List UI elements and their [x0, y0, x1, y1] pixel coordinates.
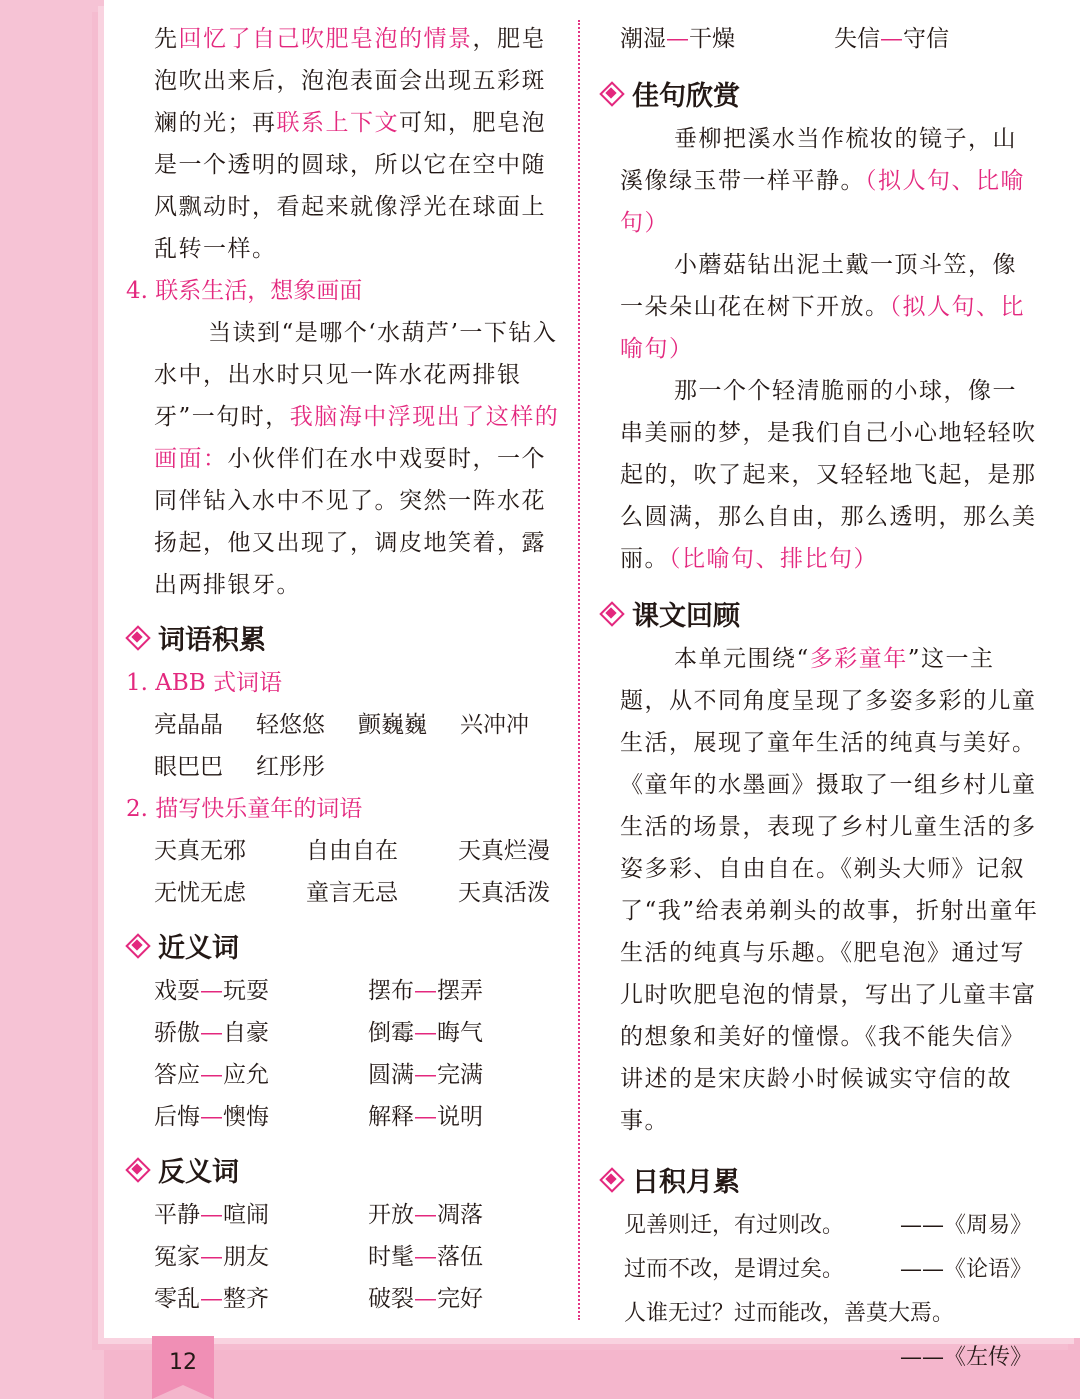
method-heading: 4. 联系生活，想象画面: [126, 278, 363, 304]
diamond-bullet-icon: [600, 82, 622, 104]
section-heading-review: 课文回顾: [600, 588, 1040, 638]
word-item: 眼巴巴: [154, 754, 223, 780]
sentence-item: 垂柳把溪水当作梳妆的镜子，山溪像绿玉带一样平静。（拟人句、比喻句）: [620, 126, 1025, 236]
left-column: [126, 18, 566, 1320]
diamond-bullet-icon: [126, 934, 148, 956]
intro-paragraph: 先回忆了自己吹肥皂泡的情景，肥皂泡吹出来后，泡泡表面会出现五彩斑斓的光；再联系上下文可知，肥皂泡是一个透明的圆球，所以它在空中随风飘动时，看起来就像浮光在球面上乱转一样。: [154, 26, 546, 262]
sentence-item: 那一个个轻清脆丽的小球，像一串美丽的梦，是我们自己小心地轻轻吹起的，吹了起来，又轻轻地飞起，是那么圆满，那么自由，那么透明，那么美丽。（比喻句、排比句）: [620, 378, 1037, 572]
quote-item: 过而不改，是谓过矣。 ——《论语》: [624, 1257, 1032, 1282]
happy-word-list: [126, 830, 566, 914]
word-item: 无忧无虑: [154, 880, 246, 906]
word-item: 童言无忌: [306, 880, 398, 906]
quote-list: [600, 1204, 1040, 1380]
abb-word-list: [126, 704, 566, 788]
diamond-bullet-icon: [126, 626, 148, 648]
word-pair: 戏耍—玩耍: [154, 978, 269, 1004]
word-pair: 时髦—落伍: [368, 1244, 483, 1270]
section-heading-daily: 日积月累: [600, 1154, 1040, 1204]
diamond-bullet-icon: [126, 1158, 148, 1180]
word-pair: 后悔—懊悔: [154, 1104, 269, 1130]
synonym-list: [126, 970, 566, 1138]
section-heading-vocab: 词语积累: [126, 612, 566, 662]
word-pair: 冤家—朋友: [154, 1244, 269, 1270]
word-pair: 开放—凋落: [368, 1202, 483, 1228]
background-stripe: [0, 0, 104, 1399]
sentence-tag: （拟人句、比喻句）: [620, 168, 1025, 236]
diamond-bullet-icon: [600, 1168, 622, 1190]
section-heading-sentences: 佳句欣赏: [600, 68, 1040, 118]
word-item: 天真活泼: [458, 880, 550, 906]
word-item: 颤巍巍: [358, 712, 427, 738]
word-pair: 倒霉—晦气: [368, 1020, 483, 1046]
word-pair: 解释—说明: [368, 1104, 483, 1130]
word-pair: 骄傲—自豪: [154, 1020, 269, 1046]
highlight-text: 多彩童年: [809, 646, 908, 672]
page-number: 12: [169, 1350, 197, 1375]
word-item: 红彤彤: [256, 754, 325, 780]
quote-item: 人谁无过？过而能改，善莫大焉。: [624, 1301, 955, 1326]
word-item: 兴冲冲: [460, 712, 529, 738]
antonym-list: [126, 1194, 566, 1320]
section-heading-synonyms: 近义词: [126, 920, 566, 970]
diamond-bullet-icon: [600, 602, 622, 624]
word-pair: 答应—应允: [154, 1062, 269, 1088]
sentence-tag: （拟人句、比喻句）: [620, 294, 1025, 362]
section-heading-antonyms: 反义词: [126, 1144, 566, 1194]
highlight-text: 联系上下文: [276, 110, 399, 136]
sentence-item: 小蘑菇钻出泥土戴一顶斗笠，像一朵朵山花在树下开放。（拟人句、比喻句）: [620, 252, 1025, 362]
word-pair: 平静—喧闹: [154, 1202, 269, 1228]
review-paragraph: 本单元围绕“多彩童年”这一主题，从不同角度呈现了多姿多彩的儿童生活，展现了童年生活的纯真与美好。《童年的水墨画》摄取了一组乡村儿童生活的场景，表现了乡村儿童生活的多姿多彩、自由自在。《剃头大师》记叙了“我”给表弟剃头的故事，折射出童年生活的纯真与乐趣。《肥皂泡》通过写儿时吹肥皂泡的情景，写出了儿童丰富的想象和美好的憧憬。《我不能失信》讲述的是宋庆龄小时候诚实守信的故事。: [620, 646, 1039, 1134]
word-item: 轻悠悠: [256, 712, 325, 738]
highlight-text: 回忆了自己吹肥皂泡的情景: [178, 26, 473, 52]
word-pair: 摆布—摆弄: [368, 978, 483, 1004]
word-pair: 潮湿—干燥: [620, 26, 735, 52]
word-item: 天真烂漫: [458, 838, 550, 864]
column-divider: [578, 20, 580, 1320]
method-paragraph: 当读到“是哪个‘水葫芦’一下钻入水中，出水时只见一阵水花两排银牙”一句时，我脑海中浮现出了这样的画面：小伙伴们在水中戏耍时，一个同伴钻入水中不见了。突然一阵水花扬起，他又出现了，调皮地笑着，露出两排银牙。: [154, 320, 560, 598]
sentence-tag: （比喻句、排比句）: [669, 546, 878, 572]
quote-item: ——《左传》: [899, 1345, 1032, 1370]
word-pair: 失信—守信: [834, 26, 949, 52]
antonym-list-continued: [600, 18, 1040, 60]
word-pair: 圆满—完满: [368, 1062, 483, 1088]
happy-words-heading: 2. 描写快乐童年的词语: [126, 796, 363, 822]
word-item: 亮晶晶: [154, 712, 223, 738]
word-item: 天真无邪: [154, 838, 246, 864]
quote-item: 见善则迁，有过则改。 ——《周易》: [624, 1213, 1032, 1238]
word-item: 自由自在: [306, 838, 398, 864]
right-column: [600, 18, 1040, 1380]
highlight-text: 我脑海中浮现出了这样的画面：: [154, 404, 560, 472]
abb-heading: 1. ABB 式词语: [126, 670, 282, 696]
word-pair: 破裂—完好: [368, 1286, 483, 1312]
word-pair: 零乱—整齐: [154, 1286, 269, 1312]
